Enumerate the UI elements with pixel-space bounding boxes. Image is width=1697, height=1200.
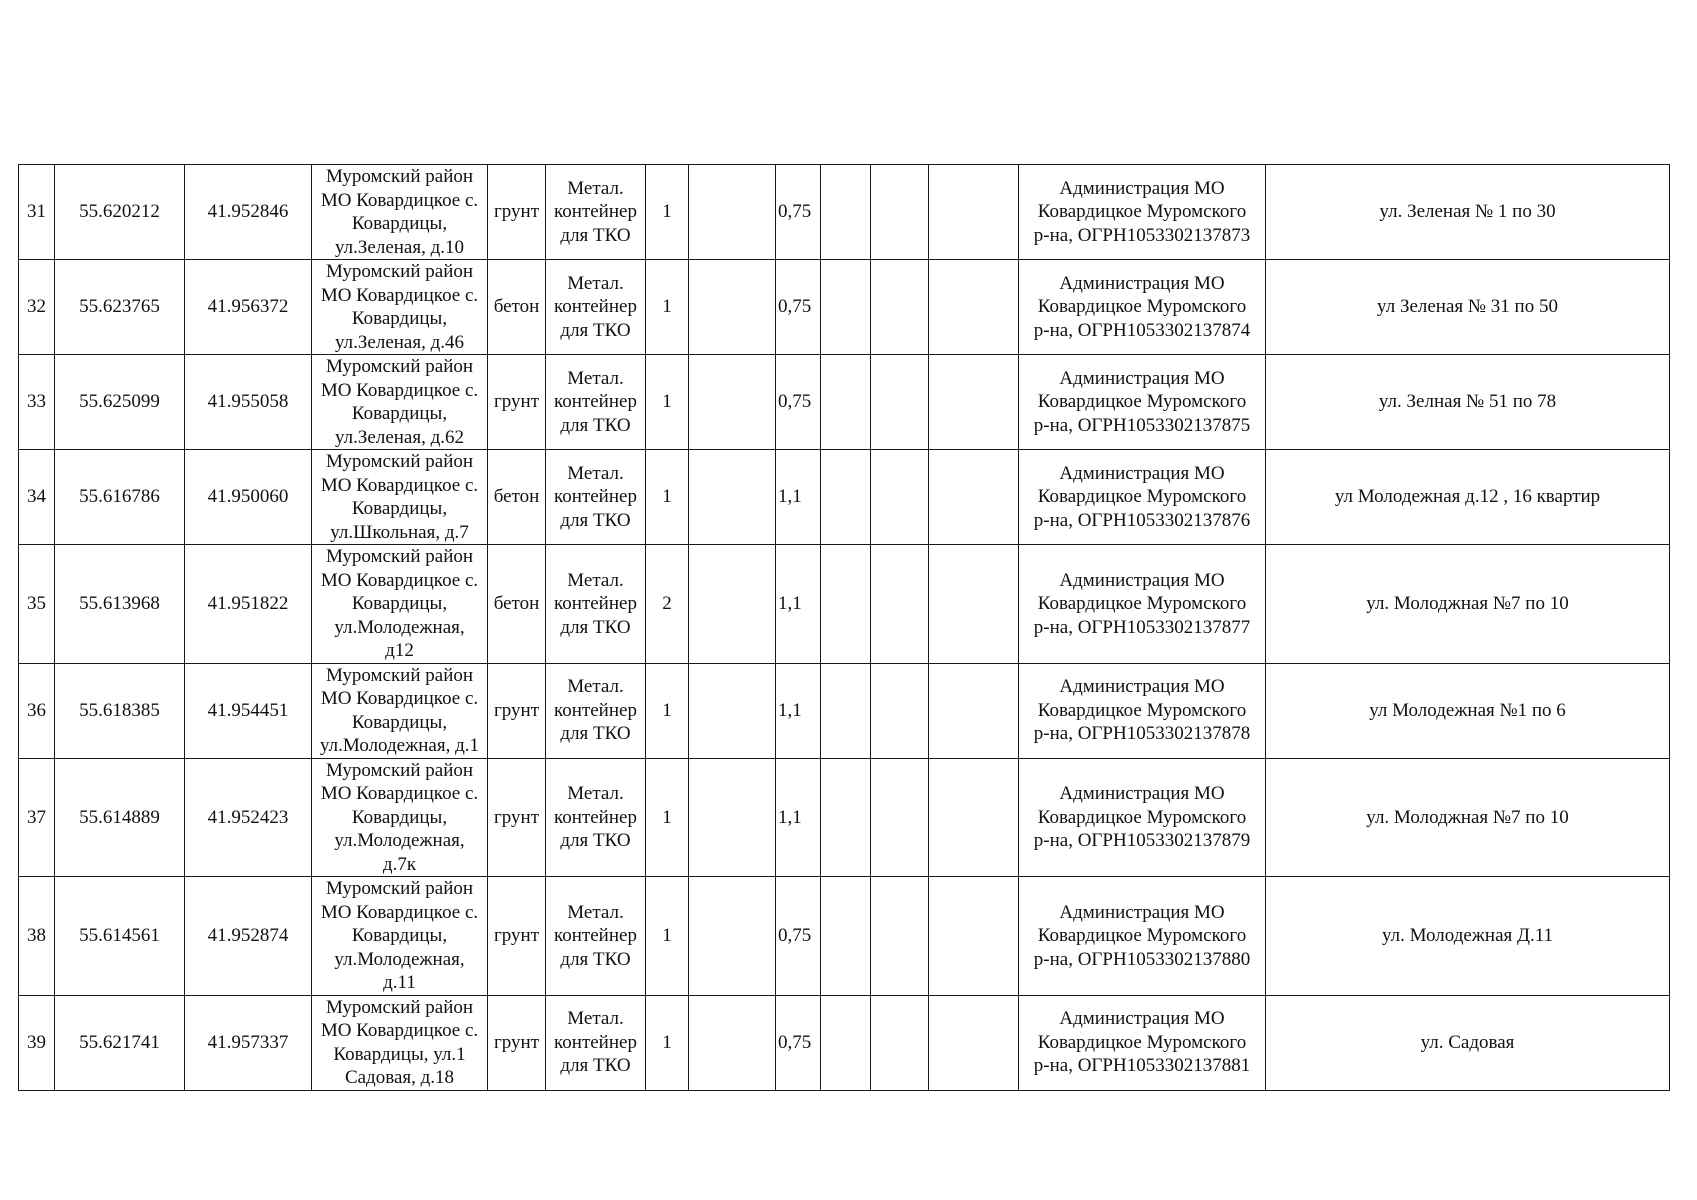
address-cell-line: ул.Молодежная, д.1 (320, 735, 479, 756)
container-type-cell-line: контейнер (554, 296, 637, 318)
container-type-cell-line: контейнер (554, 593, 637, 614)
container-type-cell-line: для ТКО (560, 414, 631, 436)
volume-cell: 0,75 (776, 355, 821, 450)
address-cell-line: д12 (385, 640, 414, 661)
surface-cell: бетон (488, 450, 546, 545)
longitude-cell: 41.950060 (185, 450, 312, 545)
owner-cell-line: р-на, ОГРН1053302137874 (1033, 319, 1251, 341)
longitude-cell: 41.951822 (185, 545, 312, 664)
empty-cell (689, 450, 776, 545)
container-type-cell-line: Метал. (567, 783, 624, 804)
owner-cell-line: р-на, ОГРН1053302137875 (1033, 414, 1251, 436)
container-type-cell (546, 545, 646, 664)
surface-cell: бетон (488, 545, 546, 664)
container-count-cell: 1 (646, 877, 689, 996)
served-objects-cell: ул. Садовая (1266, 995, 1670, 1090)
owner-cell-line: Ковардицкое Муромского (1037, 201, 1247, 223)
container-count-cell: 1 (646, 663, 689, 758)
latitude-cell: 55.618385 (55, 663, 185, 758)
row-number-cell: 36 (19, 663, 55, 758)
container-type-cell (546, 758, 646, 877)
volume-cell: 0,75 (776, 260, 821, 355)
address-cell (312, 758, 488, 877)
empty-cell (871, 450, 929, 545)
empty-cell (929, 995, 1019, 1090)
empty-cell (821, 758, 871, 877)
address-cell (312, 877, 488, 996)
owner-cell-line: Администрация МО (1059, 783, 1225, 804)
container-count-cell: 1 (646, 355, 689, 450)
row-number-cell: 34 (19, 450, 55, 545)
surface-cell: грунт (488, 355, 546, 450)
owner-cell-line: р-на, ОГРН1053302137879 (1033, 830, 1251, 851)
address-cell-line: ул.Школьная, д.7 (330, 521, 469, 543)
address-cell-line: Ковардицы, (351, 403, 448, 424)
owner-cell (1019, 450, 1266, 545)
latitude-cell: 55.614561 (55, 877, 185, 996)
row-number-cell: 38 (19, 877, 55, 996)
empty-cell (689, 758, 776, 877)
owner-cell-line: р-на, ОГРН1053302137877 (1033, 616, 1251, 638)
owner-cell-line: Администрация МО (1059, 676, 1225, 698)
owner-cell-line: Ковардицкое Муромского (1037, 925, 1247, 946)
container-type-cell (546, 450, 646, 545)
address-cell (312, 663, 488, 758)
container-type-cell-line: контейнер (554, 1031, 637, 1053)
owner-cell-line: Администрация МО (1059, 367, 1225, 389)
row-number-cell: 33 (19, 355, 55, 450)
latitude-cell: 55.625099 (55, 355, 185, 450)
empty-cell (821, 545, 871, 664)
address-cell-line: Ковардицы, (351, 498, 448, 519)
empty-cell (871, 165, 929, 260)
empty-cell (871, 877, 929, 996)
container-type-cell-line: для ТКО (560, 616, 631, 638)
empty-cell (821, 663, 871, 758)
owner-cell-line: Ковардицкое Муромского (1037, 1031, 1247, 1053)
container-type-cell-line: контейнер (554, 925, 637, 946)
served-objects-cell: ул. Молоджная №7 по 10 (1266, 545, 1670, 664)
volume-cell: 1,1 (776, 450, 821, 545)
empty-cell (689, 995, 776, 1090)
address-cell-line: Муромский район (325, 356, 474, 377)
address-cell-line: Муромский район (325, 878, 474, 899)
owner-cell (1019, 260, 1266, 355)
owner-cell-line: Ковардицкое Муромского (1037, 593, 1247, 614)
container-type-cell-line: Метал. (567, 1008, 624, 1030)
volume-cell: 1,1 (776, 545, 821, 664)
longitude-cell: 41.952874 (185, 877, 312, 996)
address-cell (312, 545, 488, 664)
address-cell-line: МО Ковардицкое с. (320, 379, 479, 401)
served-objects-cell: ул Зеленая № 31 по 50 (1266, 260, 1670, 355)
owner-cell (1019, 545, 1266, 664)
empty-cell (929, 663, 1019, 758)
address-cell-line: Муромский район (325, 664, 474, 686)
address-cell (312, 450, 488, 545)
address-cell-line: МО Ковардицкое с. (320, 474, 479, 496)
address-cell-line: д.7к (382, 853, 417, 875)
empty-cell (689, 663, 776, 758)
address-cell (312, 260, 488, 355)
table-row (19, 545, 1670, 664)
container-type-cell-line: Метал. (567, 367, 624, 389)
container-count-cell: 1 (646, 758, 689, 877)
address-cell (312, 355, 488, 450)
empty-cell (689, 260, 776, 355)
volume-cell: 1,1 (776, 663, 821, 758)
empty-cell (929, 450, 1019, 545)
row-number-cell: 31 (19, 165, 55, 260)
empty-cell (871, 355, 929, 450)
container-type-cell-line: для ТКО (560, 319, 631, 341)
container-count-cell: 1 (646, 165, 689, 260)
empty-cell (929, 545, 1019, 664)
volume-cell: 0,75 (776, 165, 821, 260)
longitude-cell: 41.954451 (185, 663, 312, 758)
address-cell-line: Ковардицы, (351, 593, 448, 614)
address-cell-line: Муромский район (325, 546, 474, 567)
container-type-cell-line: контейнер (554, 201, 637, 223)
latitude-cell: 55.614889 (55, 758, 185, 877)
row-number-cell: 37 (19, 758, 55, 877)
empty-cell (929, 355, 1019, 450)
row-number-cell: 35 (19, 545, 55, 664)
owner-cell-line: Администрация МО (1059, 272, 1225, 294)
latitude-cell: 55.621741 (55, 995, 185, 1090)
empty-cell (689, 545, 776, 664)
served-objects-cell: ул. Молодежная Д.11 (1266, 877, 1670, 996)
volume-cell: 1,1 (776, 758, 821, 877)
latitude-cell: 55.613968 (55, 545, 185, 664)
surface-cell: грунт (488, 663, 546, 758)
address-cell (312, 995, 488, 1090)
container-type-cell-line: для ТКО (560, 224, 631, 246)
owner-cell (1019, 663, 1266, 758)
container-count-cell: 1 (646, 260, 689, 355)
owner-cell (1019, 355, 1266, 450)
owner-cell (1019, 758, 1266, 877)
owner-cell-line: Администрация МО (1059, 1008, 1225, 1030)
address-cell-line: ул.Молодежная, (334, 948, 465, 970)
empty-cell (929, 260, 1019, 355)
address-cell-line: Муромский район (325, 451, 474, 472)
longitude-cell: 41.955058 (185, 355, 312, 450)
owner-cell-line: Администрация МО (1059, 177, 1225, 199)
table-row (19, 165, 1670, 260)
owner-cell-line: р-на, ОГРН1053302137876 (1033, 509, 1251, 531)
empty-cell (929, 165, 1019, 260)
address-cell-line: МО Ковардицкое с. (320, 284, 479, 306)
owner-cell-line: Ковардицкое Муромского (1037, 296, 1247, 318)
owner-cell-line: Ковардицкое Муромского (1037, 486, 1247, 508)
empty-cell (929, 758, 1019, 877)
surface-cell: грунт (488, 877, 546, 996)
latitude-cell: 55.620212 (55, 165, 185, 260)
address-cell-line: МО Ковардицкое с. (320, 688, 479, 709)
address-cell-line: Ковардицы, (351, 213, 448, 234)
empty-cell (689, 165, 776, 260)
owner-cell-line: р-на, ОГРН1053302137881 (1033, 1055, 1251, 1077)
empty-cell (929, 877, 1019, 996)
surface-cell: грунт (488, 758, 546, 877)
address-cell-line: ул.Зеленая, д.46 (334, 331, 465, 353)
volume-cell: 0,75 (776, 995, 821, 1090)
address-cell-line: Муромский район (325, 261, 474, 282)
address-cell-line: Муромский район (325, 996, 474, 1018)
address-cell-line: ул.Молодежная, (334, 830, 465, 851)
empty-cell (689, 877, 776, 996)
table-row (19, 355, 1670, 450)
address-cell-line: ул.Зеленая, д.10 (334, 236, 465, 258)
container-type-cell-line: контейнер (554, 806, 637, 828)
address-cell-line: Ковардицы, (351, 925, 448, 946)
surface-cell: бетон (488, 260, 546, 355)
table-row (19, 260, 1670, 355)
empty-cell (821, 260, 871, 355)
owner-cell-line: Администрация МО (1059, 462, 1225, 484)
empty-cell (871, 545, 929, 664)
volume-cell: 0,75 (776, 877, 821, 996)
empty-cell (821, 995, 871, 1090)
container-count-cell: 2 (646, 545, 689, 664)
owner-cell-line: р-на, ОГРН1053302137880 (1033, 948, 1251, 970)
address-cell-line: Ковардицы, ул.1 (333, 1043, 466, 1065)
row-number-cell: 32 (19, 260, 55, 355)
row-number-cell: 39 (19, 995, 55, 1090)
container-type-cell-line: Метал. (567, 462, 624, 484)
owner-cell-line: Ковардицкое Муромского (1037, 391, 1247, 413)
longitude-cell: 41.952423 (185, 758, 312, 877)
table-row (19, 758, 1670, 877)
container-type-cell (546, 355, 646, 450)
container-type-cell-line: контейнер (554, 699, 637, 721)
address-cell (312, 165, 488, 260)
owner-cell (1019, 165, 1266, 260)
address-cell-line: Ковардицы, (351, 711, 448, 733)
table-row (19, 995, 1670, 1090)
longitude-cell: 41.957337 (185, 995, 312, 1090)
owner-cell-line: Администрация МО (1059, 901, 1225, 923)
container-type-cell (546, 165, 646, 260)
served-objects-cell: ул Молодежная №1 по 6 (1266, 663, 1670, 758)
owner-cell-line: р-на, ОГРН1053302137873 (1033, 224, 1251, 246)
latitude-cell: 55.616786 (55, 450, 185, 545)
address-cell-line: ул.Молодежная, (334, 616, 465, 638)
address-cell-line: Садовая, д.18 (344, 1067, 455, 1088)
container-type-cell-line: для ТКО (560, 948, 631, 970)
container-type-cell (546, 877, 646, 996)
address-cell-line: ул.Зеленая, д.62 (334, 426, 465, 448)
address-cell-line: д.11 (383, 972, 416, 993)
address-cell-line: МО Ковардицкое с. (320, 783, 479, 804)
container-type-cell-line: для ТКО (560, 509, 631, 531)
owner-cell-line: Администрация МО (1059, 569, 1225, 591)
container-type-cell-line: Метал. (567, 676, 624, 698)
address-cell-line: Муромский район (325, 759, 474, 781)
table-row (19, 877, 1670, 996)
empty-cell (821, 877, 871, 996)
empty-cell (821, 450, 871, 545)
owner-cell-line: Ковардицкое Муромского (1037, 806, 1247, 828)
address-cell-line: Ковардицы, (351, 806, 448, 828)
owner-cell-line: Ковардицкое Муромского (1037, 699, 1247, 721)
table-row (19, 663, 1670, 758)
longitude-cell: 41.956372 (185, 260, 312, 355)
container-type-cell (546, 995, 646, 1090)
address-cell-line: МО Ковардицкое с. (320, 569, 479, 591)
empty-cell (871, 758, 929, 877)
container-type-cell-line: Метал. (567, 177, 624, 199)
container-type-cell-line: для ТКО (560, 830, 631, 851)
empty-cell (821, 355, 871, 450)
address-cell-line: Муромский район (325, 166, 474, 187)
address-cell-line: МО Ковардицкое с. (320, 1020, 479, 1041)
container-type-cell-line: Метал. (567, 901, 624, 923)
address-cell-line: Ковардицы, (351, 308, 448, 329)
container-type-cell (546, 260, 646, 355)
latitude-cell: 55.623765 (55, 260, 185, 355)
surface-cell: грунт (488, 165, 546, 260)
empty-cell (871, 995, 929, 1090)
longitude-cell: 41.952846 (185, 165, 312, 260)
empty-cell (821, 165, 871, 260)
container-type-cell-line: контейнер (554, 486, 637, 508)
container-type-cell-line: контейнер (554, 391, 637, 413)
served-objects-cell: ул. Зеленая № 1 по 30 (1266, 165, 1670, 260)
container-type-cell (546, 663, 646, 758)
address-cell-line: МО Ковардицкое с. (320, 901, 479, 923)
served-objects-cell: ул Молодежная д.12 , 16 квартир (1266, 450, 1670, 545)
container-count-cell: 1 (646, 995, 689, 1090)
address-cell-line: МО Ковардицкое с. (320, 189, 479, 211)
served-objects-cell: ул. Молоджная №7 по 10 (1266, 758, 1670, 877)
container-type-cell-line: Метал. (567, 569, 624, 591)
container-type-cell-line: для ТКО (560, 723, 631, 745)
table-row (19, 450, 1670, 545)
surface-cell: грунт (488, 995, 546, 1090)
container-type-cell-line: для ТКО (560, 1055, 631, 1077)
owner-cell (1019, 995, 1266, 1090)
empty-cell (871, 260, 929, 355)
owner-cell (1019, 877, 1266, 996)
containers-table (18, 164, 1670, 1091)
served-objects-cell: ул. Зелная № 51 по 78 (1266, 355, 1670, 450)
container-count-cell: 1 (646, 450, 689, 545)
owner-cell-line: р-на, ОГРН1053302137878 (1033, 723, 1251, 745)
empty-cell (871, 663, 929, 758)
empty-cell (689, 355, 776, 450)
container-type-cell-line: Метал. (567, 272, 624, 294)
